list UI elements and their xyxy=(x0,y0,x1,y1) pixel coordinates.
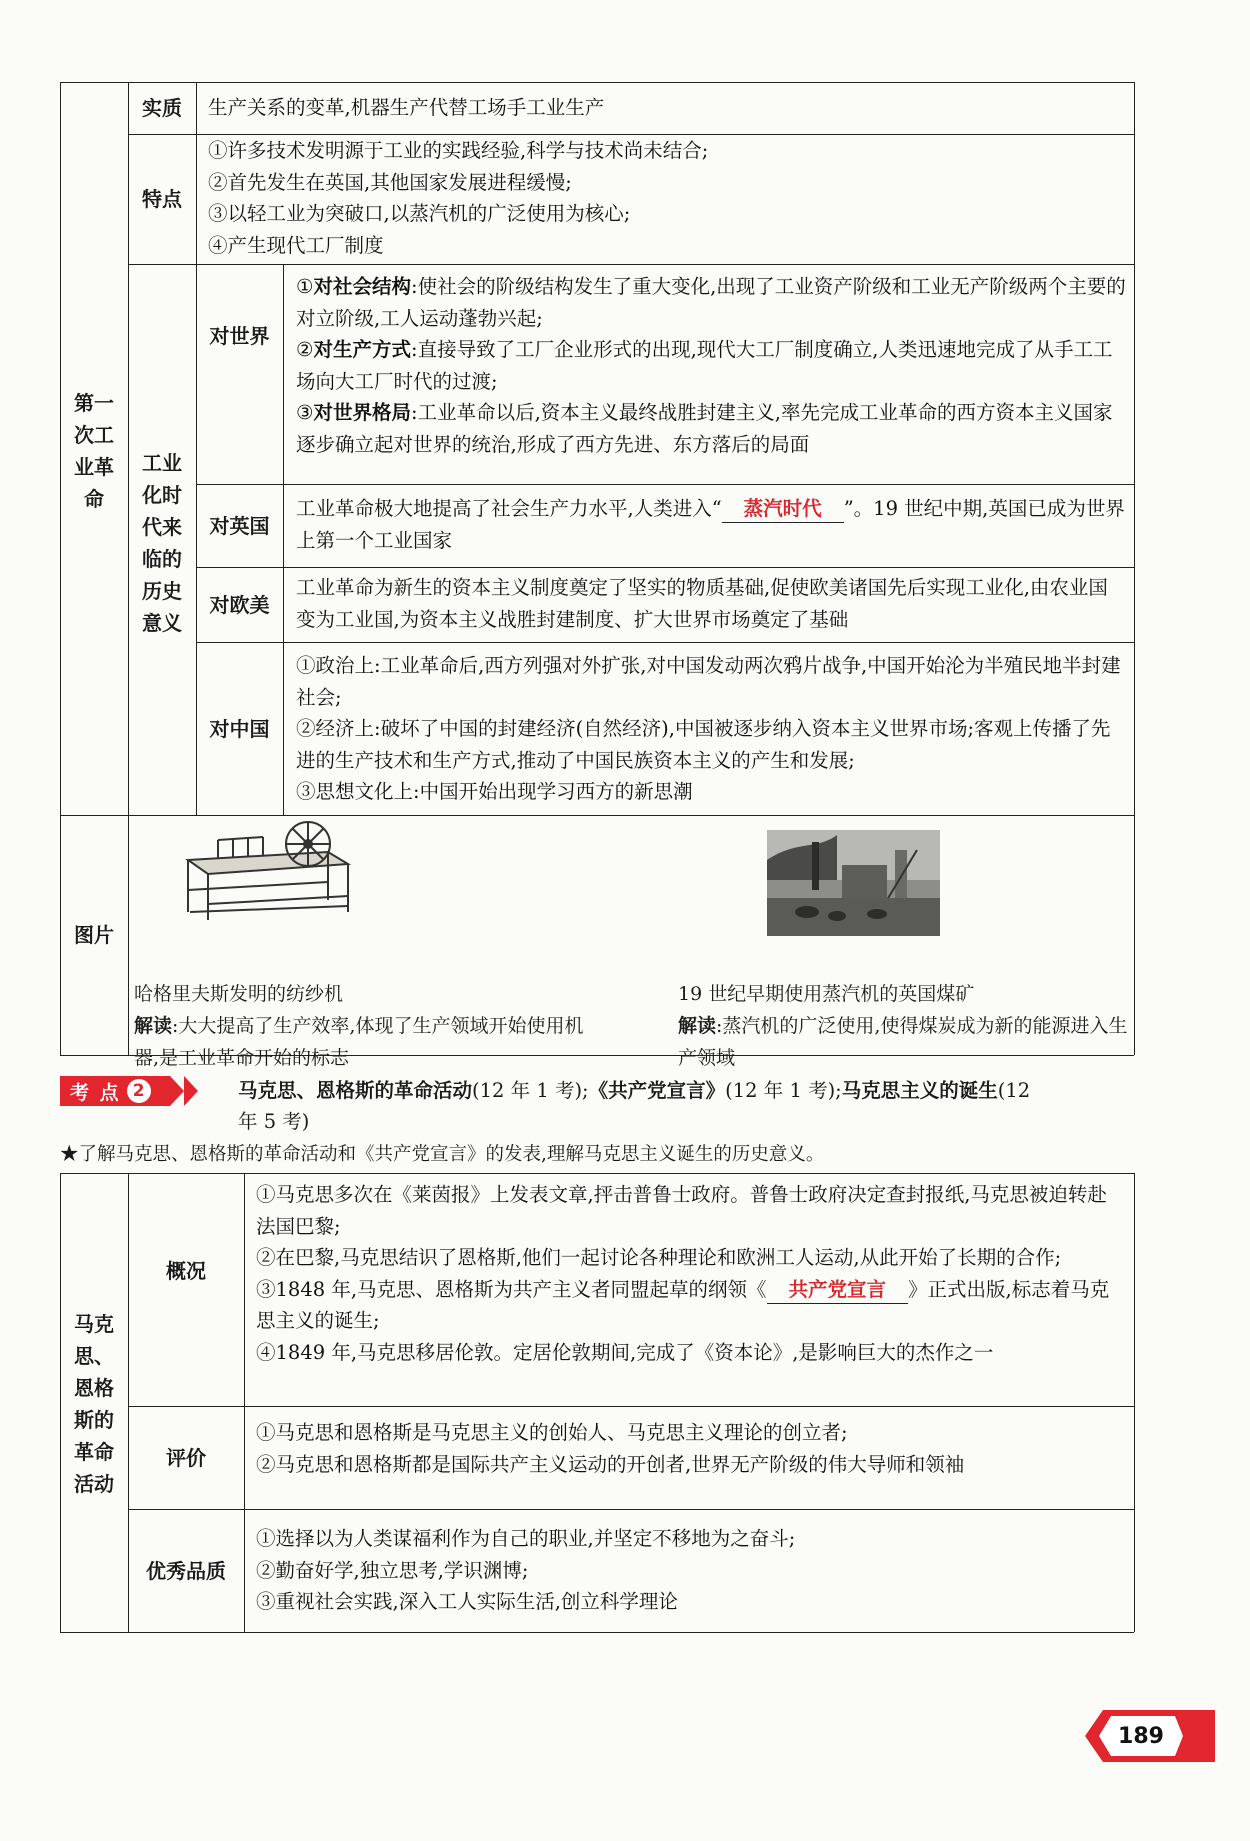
table-border xyxy=(60,1632,1134,1633)
europe-america-impact-text: 工业革命为新生的资本主义制度奠定了坚实的物质基础,促使欧美诸国先后实现工业化,由农业国变为工业国,为资本主义战胜封建制度、扩大世界市场奠定了基础 xyxy=(296,576,1108,631)
spinning-jenny-illustration xyxy=(178,820,358,925)
table-border xyxy=(60,82,1134,83)
exam-point-title: 马克思、恩格斯的革命活动(12 年 1 考);《共产党宣言》(12 年 1 考);马克思主义的诞生(12 xyxy=(238,1079,1031,1102)
pictures-label: 图片 xyxy=(74,923,114,947)
industrial-revolution-table xyxy=(60,82,1134,1069)
row-divider xyxy=(60,815,1134,816)
learning-requirement: ★了解马克思、恩格斯的革命活动和《共产党宣言》的发表,理解马克思主义诞生的历史意义。 xyxy=(60,1144,825,1165)
overview-list xyxy=(256,1179,1126,1368)
exam-point-count: 年 5 考) xyxy=(238,1110,310,1133)
main-topic-label: 第一 次工 业革 命 xyxy=(74,391,114,511)
exam-point-header xyxy=(60,1072,1134,1136)
row-divider xyxy=(128,1509,1134,1510)
overview-label: 概况 xyxy=(166,1259,206,1283)
britain-label: 对英国 xyxy=(209,513,270,538)
list-item: ②对生产方式:直接导致了工厂企业形式的出现,现代大工厂制度确立,人类迅速地完成了从手工工场向大工厂时代的过渡; xyxy=(296,338,1113,393)
china-label: 对中国 xyxy=(209,716,270,741)
row-divider xyxy=(196,484,1134,485)
features-list xyxy=(208,135,1124,261)
list-item: ②在巴黎,马克思结识了恩格斯,他们一起讨论各种理论和欧洲工人运动,从此开始了长期的合作; xyxy=(256,1246,1062,1269)
britain-impact-text: 工业革命极大地提高了社会生产力水平,人类进入“ 蒸汽时代 ”。19 世纪中期,英国已成为世界上第一个工业国家 xyxy=(296,497,1125,552)
marx-main-label: 马克 思、 恩格 斯的 革命 活动 xyxy=(74,1312,114,1496)
list-item: ③重视社会实践,深入工人实际生活,创立科学理论 xyxy=(256,1590,678,1613)
list-item: ②勤奋好学,独立思考,学识渊博; xyxy=(256,1558,529,1582)
double-arrow-icon xyxy=(170,1076,208,1106)
list-item: ①马克思和恩格斯是马克思主义的创始人、马克思主义理论的创立者; xyxy=(256,1421,848,1444)
coal-mine-caption: 19 世纪早期使用蒸汽机的英国煤矿 解读:蒸汽机的广泛使用,使得煤炭成为新的能源进入生产领域 xyxy=(678,983,1128,1069)
fill-in-blank: 共产党宣言 xyxy=(767,1277,909,1304)
world-impact-list xyxy=(296,271,1126,460)
fill-in-blank: 蒸汽时代 xyxy=(722,496,844,523)
evaluation-list xyxy=(256,1417,1126,1480)
list-item: ②首先发生在英国,其他国家发展进程缓慢; xyxy=(208,170,572,194)
list-item: ①对社会结构:使社会的阶级结构发生了重大变化,出现了工业资产阶级和工业无产阶级两个主要的对立阶级,工人运动蓬勃兴起; xyxy=(296,275,1126,330)
list-item: ④产生现代工厂制度 xyxy=(208,233,384,257)
row-divider xyxy=(196,642,1134,643)
europe-america-label: 对欧美 xyxy=(209,592,270,617)
essence-label: 实质 xyxy=(142,96,182,120)
marx-engels-table xyxy=(60,1173,1134,1632)
features-label: 特点 xyxy=(142,187,182,211)
list-item: ①许多技术发明源于工业的实践经验,科学与技术尚未结合; xyxy=(208,139,709,162)
list-item: ①选择以为人类谋福利作为自己的职业,并坚定不移地为之奋斗; xyxy=(256,1527,796,1550)
essence-text: 生产关系的变革,机器生产代替工场手工业生产 xyxy=(208,96,605,119)
qualities-label: 优秀品质 xyxy=(146,1558,226,1583)
qualities-list xyxy=(256,1523,1126,1618)
world-label: 对世界 xyxy=(209,324,270,348)
coal-mine-illustration xyxy=(767,830,940,936)
table-border xyxy=(1134,82,1135,1055)
list-item: ③思想文化上:中国开始出现学习西方的新思潮 xyxy=(296,780,693,803)
list-item: ③1848 年,马克思、恩格斯为共产主义者同盟起草的纲领《 共产党宣言 》正式出版,标志着马克思主义的诞生; xyxy=(256,1277,1110,1332)
list-item: ②马克思和恩格斯都是国际共产主义运动的开创者,世界无产阶级的伟大导师和领袖 xyxy=(256,1452,965,1476)
exam-point-badge: 考 点 2 xyxy=(60,1076,170,1106)
china-impact-list xyxy=(296,650,1126,808)
exam-point-number: 2 xyxy=(127,1079,151,1103)
list-item: ①马克思多次在《莱茵报》上发表文章,抨击普鲁士政府。普鲁士政府决定查封报纸,马克思被迫转赴法国巴黎; xyxy=(256,1183,1107,1238)
evaluation-label: 评价 xyxy=(166,1445,206,1470)
column-divider xyxy=(283,264,284,815)
page-number-tab xyxy=(1085,1710,1215,1762)
list-item: ①政治上:工业革命后,西方列强对外扩张,对中国发动两次鸦片战争,中国开始沦为半殖民地半封建社会; xyxy=(296,654,1121,709)
spinning-jenny-caption: 哈格里夫斯发明的纺纱机 解读:大大提高了生产效率,体现了生产领域开始使用机器,是工业革命开始的标志 xyxy=(134,983,584,1069)
row-divider xyxy=(128,1406,1134,1407)
column-divider xyxy=(244,1173,245,1632)
list-item: ②经济上:破坏了中国的封建经济(自然经济),中国被逐步纳入资本主义世界市场;客观上传播了先进的生产技术和生产方式,推动了中国民族资本主义的产生和发展; xyxy=(296,717,1111,772)
list-item: ③以轻工业为突破口,以蒸汽机的广泛使用为核心; xyxy=(208,202,631,225)
list-item: ④1849 年,马克思移居伦敦。定居伦敦期间,完成了《资本论》,是影响巨大的杰作之一 xyxy=(256,1340,994,1364)
significance-label: 工业 化时 代来 临的 历史 意义 xyxy=(142,451,182,635)
row-divider xyxy=(196,567,1134,568)
page-number: 189 xyxy=(1118,1723,1164,1749)
list-item: ③对世界格局:工业革命以后,资本主义最终战胜封建主义,率先完成工业革命的西方资本主义国家逐步确立起对世界的统治,形成了西方先进、东方落后的局面 xyxy=(296,401,1113,456)
table-border xyxy=(1134,1173,1135,1632)
